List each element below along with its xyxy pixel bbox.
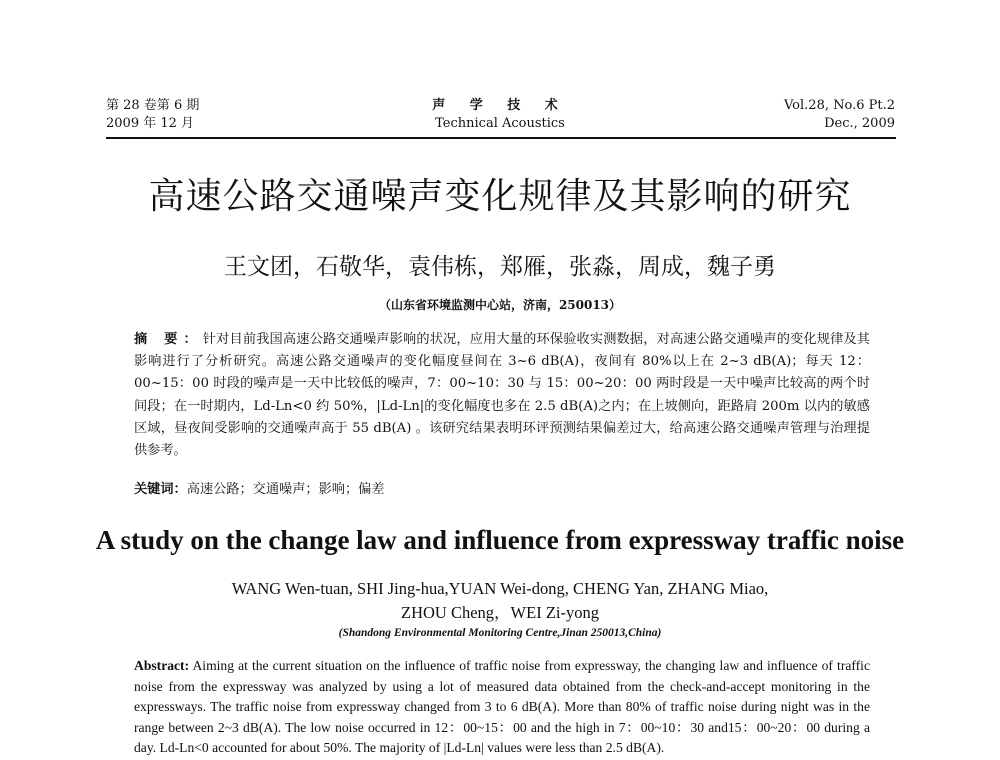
authors-cn: 王文团，石敬华，袁伟栋，郑雁，张淼，周成，魏子勇 — [224, 254, 776, 280]
header-volume-cn: 第 28 卷第 6 期 — [106, 98, 200, 113]
authors-en-line2: ZHOU Cheng，WEI Zi-yong — [401, 603, 599, 622]
journal-name-en: Technical Acoustics — [435, 116, 565, 131]
abstract-cn-text: 针对目前我国高速公路交通噪声影响的状况，应用大量的环保验收实测数据，对高速公路交通噪声的变化规律及其影响进行了分析研究。高速公路交通噪声的变化幅度昼间在 3~6 dB(A)，夜间有 80%以上在 2~3 dB(A)；每天 12：00~15：00 时段的噪声是一天中比较低的噪声，7：00~10：30 与 15：00~20：00 两时段是一天中噪声比较高的两个时间段；在一时期内，Ld-Ln<0 约 50%，|Ld-Ln|的变化幅度也多在 2.5 dB(A)之内；在上坡侧向，距路肩 200m 以内的敏感区域，昼夜间受影响的交通噪声高于 55 dB(A) 。该研究结果表明环评预测结果偏差过大，给高速公路交通噪声管理与治理提供参考。 — [134, 332, 870, 459]
header-rule — [106, 137, 896, 139]
abstract-en-label: Abstract: — [134, 658, 190, 673]
authors-en — [0, 577, 1000, 625]
header-date-en: Dec., 2009 — [824, 116, 895, 131]
paper-title-en: A study on the change law and influence from expressway traffic noise — [95, 525, 905, 555]
keywords-cn-label: 关键词： — [134, 482, 187, 497]
header-volume-en: Vol.28, No.6 Pt.2 — [783, 98, 895, 113]
affiliation-en: (Shandong Environmental Monitoring Centre,Jinan 250013,China) — [338, 627, 662, 639]
header-right — [784, 97, 895, 133]
authors-en-line1: WANG Wen-tuan, SHI Jing-hua,YUAN Wei-dong, CHENG Yan, ZHANG Miao, — [231, 579, 769, 598]
abstract-cn-label: 摘 要： — [134, 332, 203, 347]
abstract-cn — [134, 329, 870, 462]
abstract-en — [134, 656, 870, 759]
keywords-cn-text: 高速公路；交通噪声；影响；偏差 — [186, 482, 385, 497]
keywords-cn — [134, 478, 385, 497]
abstract-en-text: Aiming at the current situation on the influence of traffic noise from expressway, the changing law and influence of traffic noise from the expressway was analyzed by using a lot of measured data obtained from the check-and-accept monitoring in the expressways. The traffic noise from expressway changed from 3 to 6 dB(A). More than 80% of traffic noise during night was in the range between 2~3 dB(A). The low noise occurred in 12：00~15：00 and the high in 7：00~10：30 and15：00~20：00 during a day. Ld-Ln<0 accounted for about 50%. The majority of |Ld-Ln| values were less than 2.5 dB(A). — [134, 658, 870, 755]
header-date-cn: 2009 年 12 月 — [106, 116, 195, 131]
affiliation-cn: （山东省环境监测中心站，济南，250013） — [378, 298, 622, 312]
journal-name-cn: 声 学 技 术 — [432, 98, 568, 113]
paper-title-cn: 高速公路交通噪声变化规律及其影响的研究 — [148, 176, 852, 217]
